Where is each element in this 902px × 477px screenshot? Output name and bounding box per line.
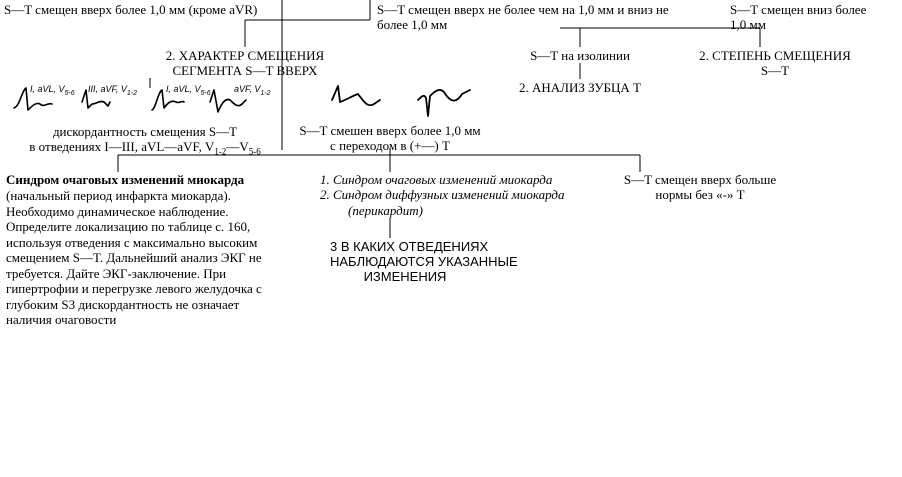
ecg-sketch-4-label: aVF, $V_{1-2}$ [234, 84, 271, 97]
normal-range-condition-line1: S—T смещен вверх не более чем на 1,0 мм и вниз не [377, 2, 669, 17]
st-character-heading-line2: СЕГМЕНТА S—T ВВЕРХ [172, 63, 318, 78]
normal-range-condition-line2: более 1,0 мм [377, 17, 448, 32]
syndrome-item-diffuse: 2. Синдром диффузных изменений миокарда [320, 187, 565, 202]
st-degree-heading-line2: S—T [760, 63, 790, 78]
discordance-ecg-sketches [12, 82, 274, 122]
depression-condition-line2: 1,0 мм [730, 17, 766, 32]
leads-question-line1: 3 В КАКИХ ОТВЕДЕНИЯХ [330, 239, 489, 254]
leads-question-line3: ИЗМЕНЕНИЯ [363, 269, 447, 284]
depression-condition-line1: S—T смещен вниз более [730, 2, 867, 17]
st-degree-heading-line1: 2. СТЕПЕНЬ СМЕЩЕНИЯ [699, 48, 851, 63]
elevation-condition: S—T смещен вверх более 1,0 мм (кроме aVR) [4, 2, 258, 17]
syndrome-item-focal: 1. Синдром очаговых изменений миокарда [320, 172, 553, 187]
ecg-sketch-2-label: III, aVF, $V_{1-2}$ [88, 84, 137, 97]
ecg-sketch-1-label: I, aVL, $V_{5-6}$ [30, 84, 75, 97]
focal-detail-line: глубоким S3 дискордантность не означает [6, 296, 240, 312]
focal-detail-line: наличия очаговости [6, 312, 117, 327]
focal-detail-line: смещением S—T. Дальнейший анализ ЭКГ не [6, 250, 262, 265]
discordance-label-line2: в отведениях I—III, aVL—aVF, $V_{1-2}—V_{5-6}$ [29, 139, 261, 157]
leads-question-line2: НАБЛЮДАЮТСЯ УКАЗАННЫЕ [330, 254, 518, 269]
ecg-sketch-3-label: I, aVL, $V_{5-6}$ [166, 84, 211, 97]
st-character-heading-line1: 2. ХАРАКТЕР СМЕЩЕНИЯ [165, 48, 325, 63]
ecg-transition-sketch-2 [418, 90, 470, 116]
transition-note-line2: с переходом в (+—) Т [330, 138, 450, 153]
focal-detail-line: требуется. Дайте ЭКГ-заключение. При [6, 265, 227, 281]
focal-detail-line: Определите локализацию по таблице с. 160, [6, 219, 251, 234]
ecg-transition-sketch-1 [332, 86, 380, 105]
focal-detail-line: гипертрофии и перегрузке левого желудочка с [6, 281, 262, 296]
t-wave-analysis-heading: 2. АНАЛИЗ ЗУБЦА Т [519, 80, 641, 95]
transition-note-line1: S—T смешен вверх более 1,0 мм [299, 123, 481, 138]
focal-detail-line: (начальный период инфаркта миокарда). [6, 188, 231, 203]
above-norm-note-line2: нормы без «-» Т [655, 187, 745, 202]
focal-syndrome-title: Синдром очаговых изменений миокарда [6, 172, 245, 187]
focal-detail-line: Необходимо динамическое наблюдение. [6, 203, 229, 219]
discordance-label-line1: дискордантность смещения S—T [52, 124, 238, 139]
above-norm-note-line1: S—T смещен вверх больше [623, 172, 777, 187]
transition-ecg-sketches [330, 82, 480, 120]
syndrome-item-diffuse-cont: (перикардит) [348, 203, 423, 218]
st-isoline-note: S—T на изолинии [530, 48, 630, 63]
focal-detail-line: используя отведения с максимально высоким [6, 234, 258, 250]
